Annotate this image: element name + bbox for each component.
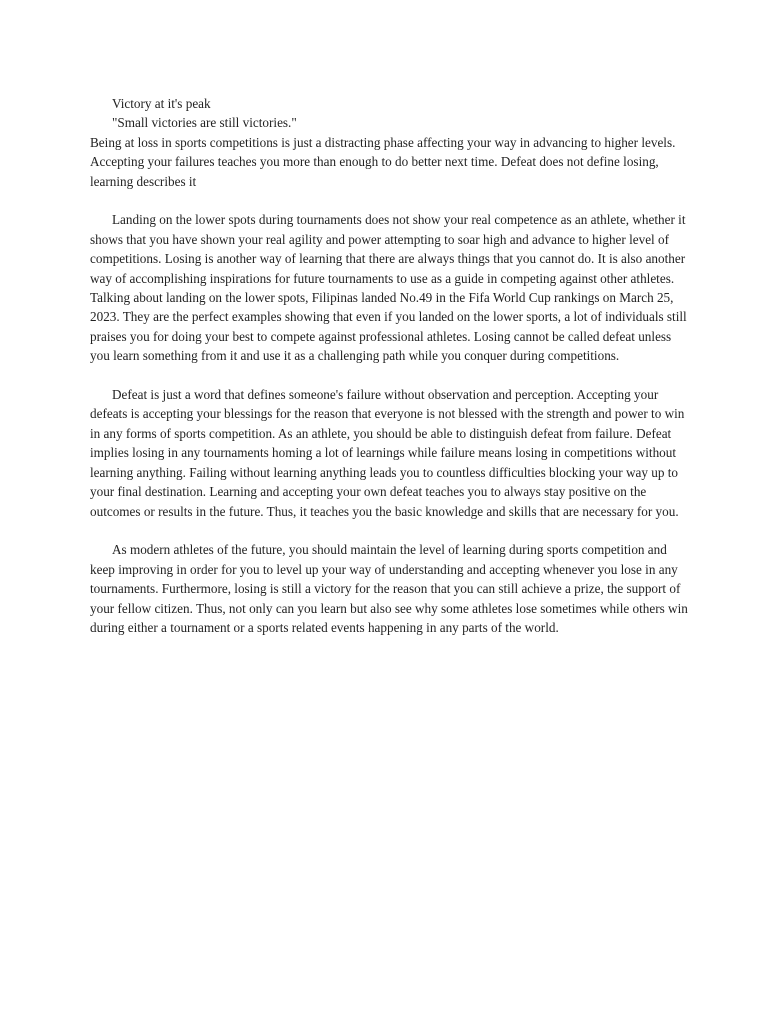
spacer bbox=[90, 191, 690, 210]
quote-line: "Small victories are still victories." bbox=[112, 115, 297, 131]
paragraph-defeat: Defeat is just a word that defines someone's failure without observation and perception. Accepting your defeats is accepting your blessings for the reason that everyone is not blessed with the strength and power to win in any forms of sports competition. As an athlete, you should be able to distinguish defeat from failure. Defeat implies losing in any tournaments homing a lot of learnings while failure means losing in competitions without learning anything. Failing without learning anything leads you to countless difficulties blocking your way up to your final destination. Learning and accepting your own defeat teaches you to always stay positive on the outcomes or results in the future. Thus, it teaches you the basic knowledge and skills that are necessary for you. bbox=[90, 387, 685, 519]
paragraph-modern-athletes: As modern athletes of the future, you should maintain the level of learning during sports competition and keep improving in order for you to level up your way of understanding and accepting whenever you lose in any tournaments. Furthermore, losing is still a victory for the reason that you can still achieve a prize, the support of your fellow citizen. Thus, not only can you learn but also see why some athletes lose sometimes while others win during either a tournament or a sports related events happening in any parts of the world. bbox=[90, 542, 688, 635]
paragraph-lower-spots: Landing on the lower spots during tournaments does not show your real competence as an athlete, whether it shows that you have shown your real agility and power attempting to soar high and advance to higher level of competitions. Losing is another way of learning that there are always things that you cannot do. It is also another way of accomplishing inspirations for future tournaments to use as a guide in competing against other athletes. bbox=[90, 212, 686, 286]
document-title: Victory at it's peak bbox=[112, 96, 211, 111]
spacer bbox=[90, 366, 690, 385]
paragraph-filipinas: Talking about landing on the lower spots, Filipinas landed No.49 in the Fifa World Cup rankings on March 25, 2023. They are the perfect examples showing that even if you landed on the lower sports, a lot of individuals still praises you for doing your best to compete against professional athletes. Losing cannot be called defeat unless you learn something from it and use it as a challenging path while you conquer during competitions. bbox=[90, 290, 687, 364]
intro-paragraph: Being at loss in sports competitions is just a distracting phase affecting your way in advancing to higher levels. Accepting your failures teaches you more than enough to do better next time. Defeat does not define losing, learning describes it bbox=[90, 134, 676, 189]
spacer bbox=[90, 521, 690, 540]
document-body bbox=[90, 94, 690, 637]
